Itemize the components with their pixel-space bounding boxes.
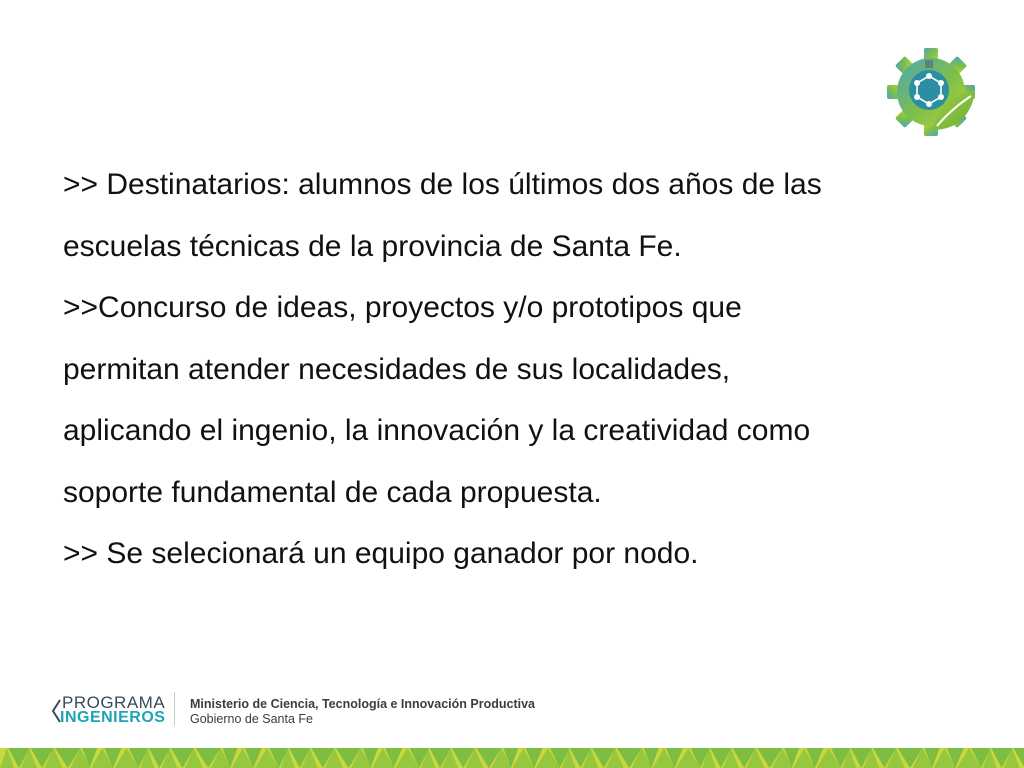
slide-body <box>63 154 963 585</box>
bullet-ganador: >> Se selecionará un equipo ganador por nodo. <box>63 537 699 570</box>
footer-divider <box>174 692 175 726</box>
program-name-line2: INGENIEROS <box>60 709 166 726</box>
footer <box>50 688 570 732</box>
decorative-bottom-strip <box>0 748 1024 768</box>
bullet-destinatarios: >> Destinatarios: alumnos de los últimos dos años de las escuelas técnicas de la provincia de Santa Fe. <box>63 168 822 263</box>
government-name: Gobierno de Santa Fe <box>190 712 313 726</box>
programa-ingenieros-logo <box>50 688 180 732</box>
bullet-concurso: >>Concurso de ideas, proyectos y/o prototipos que permitan atender necesidades de sus localidades, aplicando el ingenio, la innovación y la creatividad como soporte fundamental de cada propuesta. <box>63 291 811 509</box>
gear-leaf-network-icon <box>885 46 977 138</box>
ministry-name: Ministerio de Ciencia, Tecnología e Innovación Productiva <box>190 697 535 711</box>
program-name-line1: PROGRAMA <box>62 693 166 712</box>
